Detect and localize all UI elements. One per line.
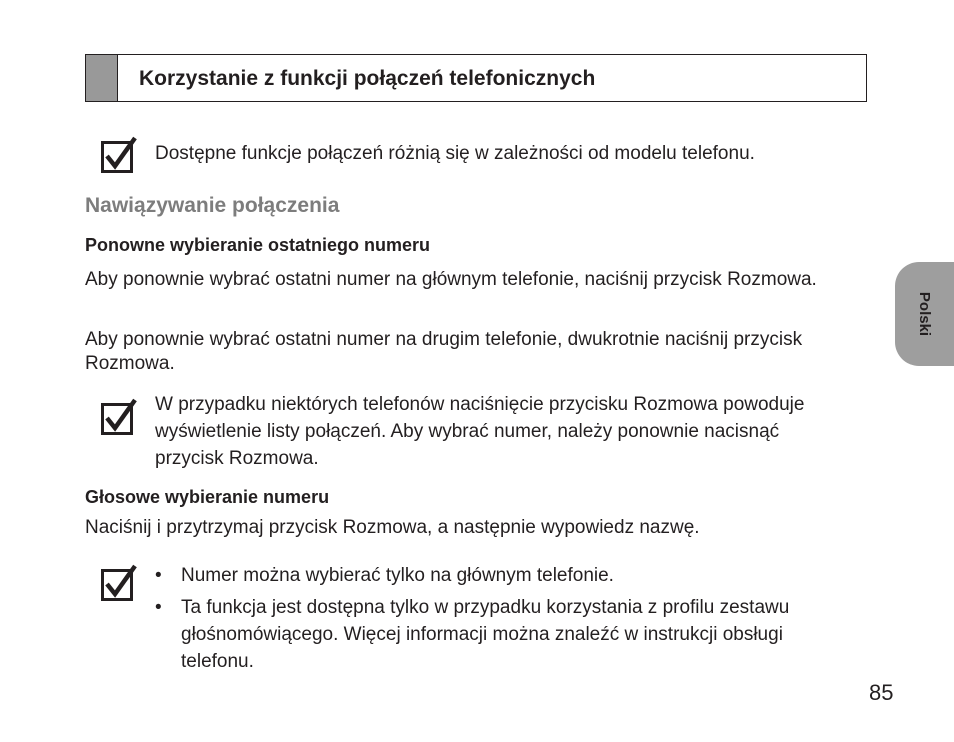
section-title-box xyxy=(85,54,867,102)
subheading-redial: Ponowne wybieranie ostatniego numeru xyxy=(85,235,431,255)
note-bullet-list xyxy=(155,562,835,675)
note-text: Dostępne funkcje połączeń różnią się w zależności od modelu telefonu. xyxy=(155,143,755,164)
list-item: • Numer można wybierać tylko na głównym telefonie. xyxy=(155,562,835,589)
page-title: Korzystanie z funkcji połączeń telefonicznych xyxy=(139,67,596,90)
paragraph-redial-main: Aby ponownie wybrać ostatni numer na głównym telefonie, naciśnij przycisk Rozmowa. xyxy=(85,269,817,290)
page-number: 85 xyxy=(869,680,894,705)
checkmark-note-icon xyxy=(101,136,138,174)
language-side-tab-label: Polski xyxy=(916,291,933,337)
title-bar-accent xyxy=(86,55,118,101)
checkmark-note-icon xyxy=(101,564,138,602)
paragraph-voice-dial: Naciśnij i przytrzymaj przycisk Rozmowa, a następnie wypowiedz nazwę. xyxy=(85,517,700,538)
list-item: • Ta funkcja jest dostępna tylko w przypadku korzystania z profilu zestawu głośnomówiącego. Więcej informacji można znaleźć w instrukcji obsługi telefonu. xyxy=(155,594,835,675)
checkmark-note-icon xyxy=(101,398,138,436)
language-side-tab xyxy=(895,262,954,366)
paragraph-redial-second: Aby ponownie wybrać ostatni numer na drugim telefonie, dwukrotnie naciśnij przycisk Rozmowa. xyxy=(85,329,803,374)
note-text-redial: W przypadku niektórych telefonów naciśnięcie przycisku Rozmowa powoduje wyświetlenie listy połączeń. Aby wybrać numer, należy ponownie nacisnąć przycisk Rozmowa. xyxy=(155,394,805,469)
section-heading: Nawiązywanie połączenia xyxy=(85,194,340,217)
subheading-voice-dial: Głosowe wybieranie numeru xyxy=(85,487,330,507)
